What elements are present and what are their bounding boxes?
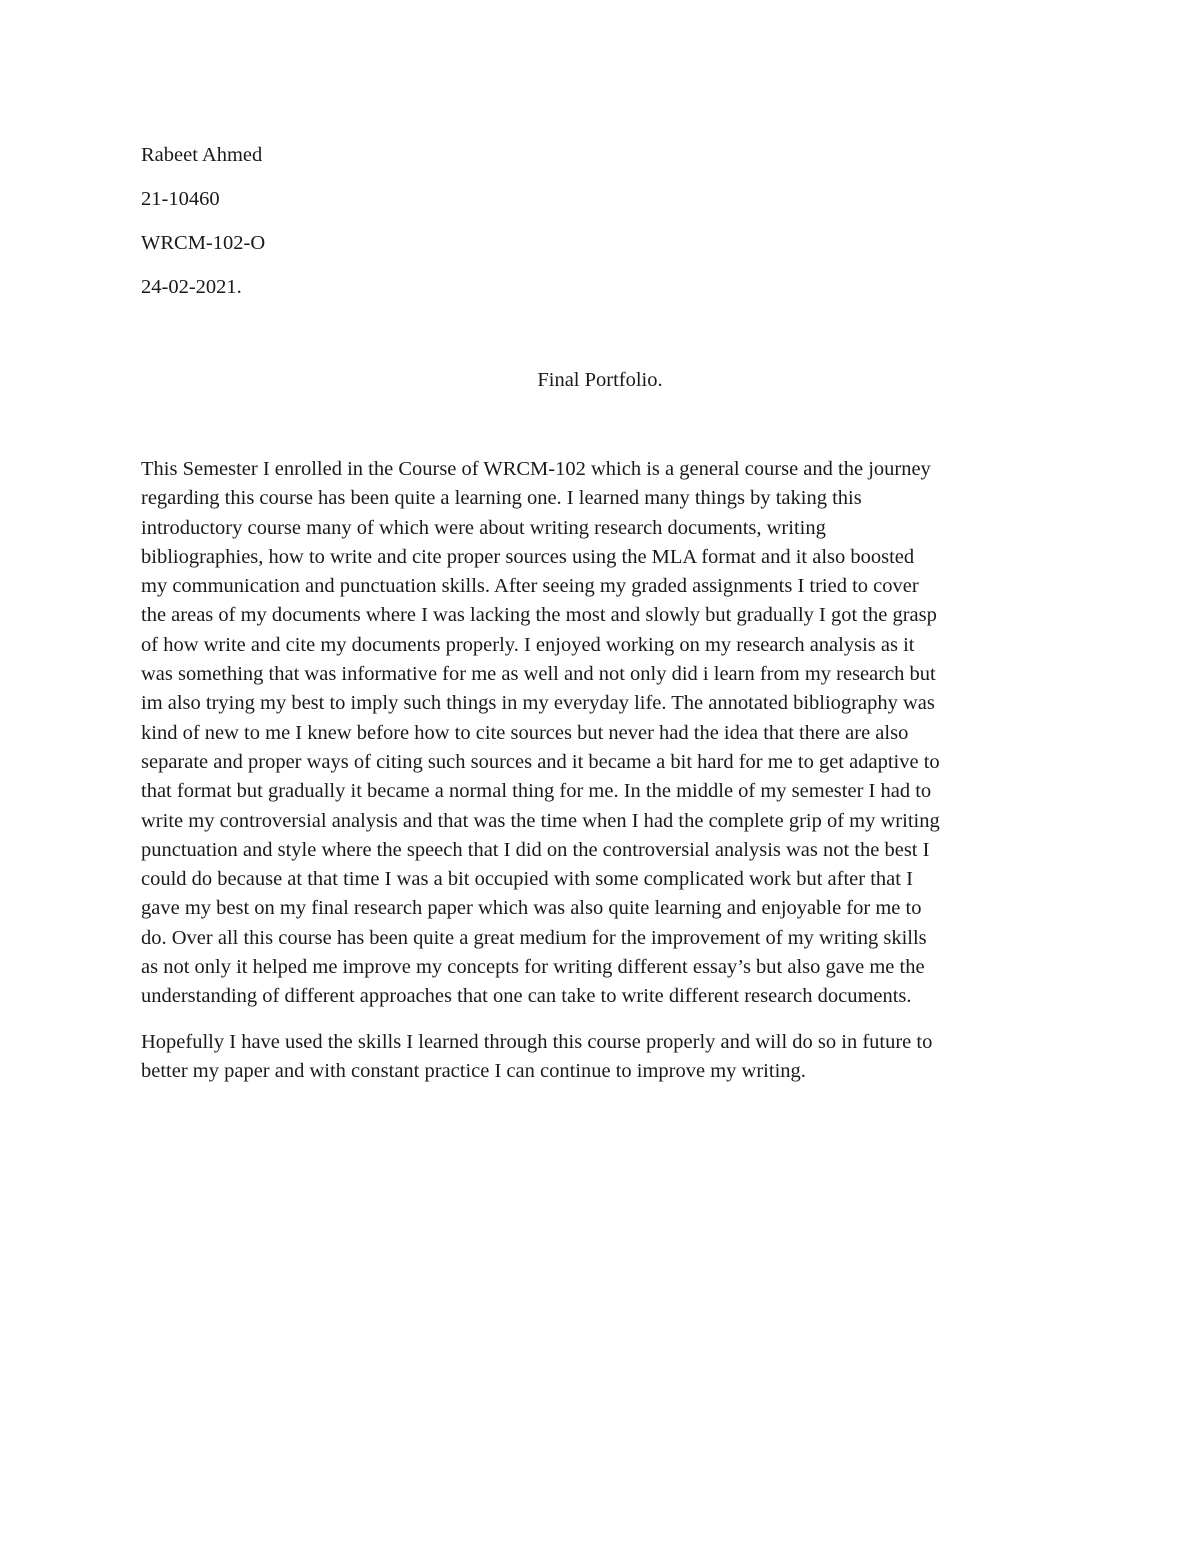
document-body <box>141 455 1066 1102</box>
document-date: 24-02-2021. <box>141 276 242 298</box>
paragraph-line: that format but gradually it became a normal thing for me. In the middle of my semester I had to <box>141 780 932 803</box>
author-name: Rabeet Ahmed <box>141 144 263 166</box>
paragraph-line: gave my best on my final research paper which was also quite learning and enjoyable for me to <box>141 897 922 920</box>
paragraph-line: as not only it helped me improve my concepts for writing different essay’s but also gave me the <box>141 956 925 979</box>
paragraph-line: punctuation and style where the speech that I did on the controversial analysis was not the best I <box>141 838 930 861</box>
document-title: Final Portfolio. <box>537 369 663 391</box>
paragraph-line: of how write and cite my documents properly. I enjoyed working on my research analysis as it <box>141 633 915 656</box>
paragraph-line: kind of new to me I knew before how to cite sources but never had the idea that there are also <box>141 721 909 744</box>
paragraph-line: better my paper and with constant practice I can continue to improve my writing. <box>141 1059 806 1082</box>
paragraph-line: separate and proper ways of citing such sources and it became a bit hard for me to get adaptive to <box>141 750 940 773</box>
paragraph-line: im also trying my best to imply such things in my everyday life. The annotated bibliography was <box>141 692 935 715</box>
student-id: 21-10460 <box>141 188 220 210</box>
paragraph-line: the areas of my documents where I was lacking the most and slowly but gradually I got the grasp <box>141 604 937 627</box>
paragraph-line: write my controversial analysis and that was the time when I had the complete grip of my writing <box>141 809 940 832</box>
body-paragraph <box>141 1028 1066 1087</box>
paragraph-line: Hopefully I have used the skills I learned through this course properly and will do so in future to <box>141 1030 933 1053</box>
paragraph-line: This Semester I enrolled in the Course of WRCM-102 which is a general course and the journey <box>141 458 931 480</box>
paragraph-line: understanding of different approaches that one can take to write different research documents. <box>141 985 912 1008</box>
paragraph-line: regarding this course has been quite a learning one. I learned many things by taking this <box>141 487 862 510</box>
course-code: WRCM-102-O <box>141 232 266 254</box>
paragraph-line: was something that was informative for me as well and not only did i learn from my research but <box>141 663 936 686</box>
header-block <box>141 141 541 317</box>
paragraph-line: introductory course many of which were about writing research documents, writing <box>141 516 826 539</box>
paragraph-line: could do because at that time I was a bit occupied with some complicated work but after that I <box>141 868 913 891</box>
body-paragraph <box>141 455 1066 1012</box>
paragraph-line: do. Over all this course has been quite a great medium for the improvement of my writing skills <box>141 926 927 949</box>
paragraph-line: bibliographies, how to write and cite proper sources using the MLA format and it also boosted <box>141 545 915 568</box>
paragraph-line: my communication and punctuation skills. After seeing my graded assignments I tried to cover <box>141 575 919 598</box>
